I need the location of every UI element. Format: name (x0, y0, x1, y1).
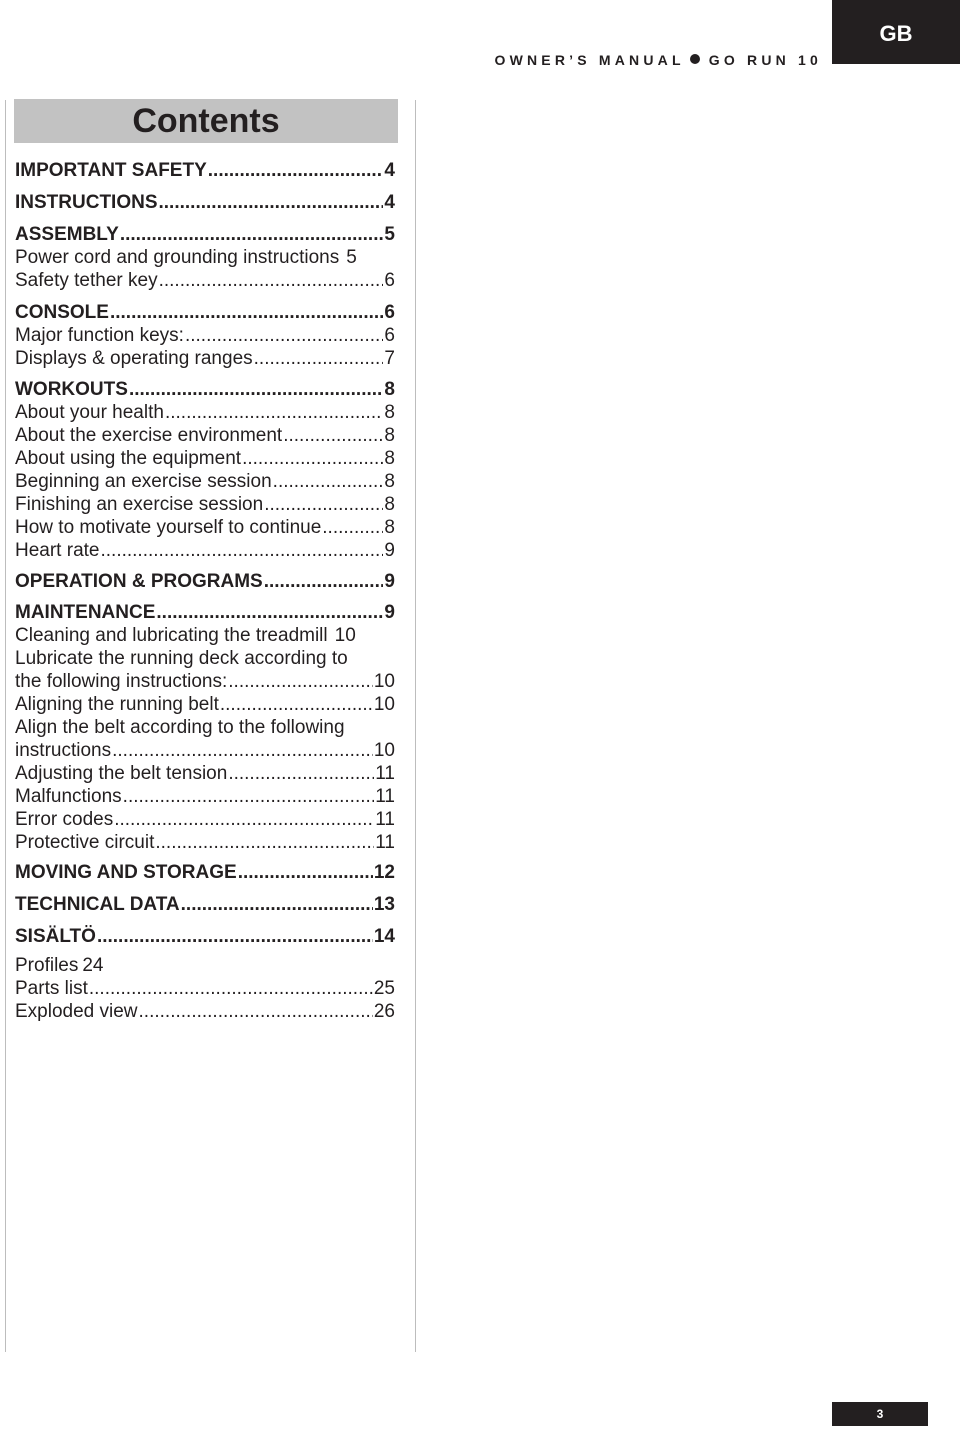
toc-entry-cleaning-lubricating[interactable]: Cleaning and lubricating the treadmill 10 (15, 625, 356, 646)
toc-entry-operation-programs[interactable]: OPERATION & PROGRAMS ..... 9 (15, 571, 395, 593)
model-label: GO RUN 10 (708, 52, 822, 68)
contents-heading: Contents (14, 99, 398, 143)
toc-entry-align-belt-line2[interactable]: instructions ..... 10 (15, 740, 395, 762)
bullet-dot-icon (690, 54, 700, 64)
toc-entry-heart-rate[interactable]: Heart rate ..... 9 (15, 540, 395, 562)
toc-entry-lubricate-deck-line1[interactable]: Lubricate the running deck according to (15, 648, 348, 669)
toc-entry-maintenance[interactable]: MAINTENANCE ..... 9 (15, 602, 395, 624)
left-margin-rule (5, 100, 6, 1352)
language-badge: GB (832, 0, 960, 64)
toc-entry-workouts[interactable]: WORKOUTS ..... 8 (15, 379, 395, 401)
toc-entry-console[interactable]: CONSOLE ..... 6 (15, 302, 395, 324)
toc-entry-using-the-equipment[interactable]: About using the equipment ..... 8 (15, 448, 395, 470)
toc-entry-instructions[interactable]: INSTRUCTIONS ..... 4 (15, 192, 395, 214)
toc-entry-power-cord[interactable]: Power cord and grounding instructions 5 (15, 247, 357, 268)
toc-entry-exercise-environment[interactable]: About the exercise environment ..... 8 (15, 425, 395, 447)
toc-entry-aligning-belt[interactable]: Aligning the running belt ..... 10 (15, 694, 395, 716)
toc-entry-exploded-view[interactable]: Exploded view ..... 26 (15, 1001, 395, 1023)
page-number-badge: 3 (832, 1402, 928, 1426)
toc-entry-error-codes[interactable]: Error codes ..... 11 (15, 809, 395, 831)
toc-entry-align-belt-line1[interactable]: Align the belt according to the following (15, 717, 345, 738)
toc-entry-safety-tether-key[interactable]: Safety tether key ..... 6 (15, 270, 395, 292)
toc-entry-parts-list[interactable]: Parts list ..... 25 (15, 978, 395, 1000)
toc-entry-malfunctions[interactable]: Malfunctions ..... 11 (15, 786, 395, 808)
toc-entry-major-function-keys[interactable]: Major function keys: ..... 6 (15, 325, 395, 347)
toc-entry-moving-storage[interactable]: MOVING AND STORAGE ..... 12 (15, 862, 395, 884)
toc-entry-belt-tension[interactable]: Adjusting the belt tension ..... 11 (15, 763, 395, 785)
toc-entry-assembly[interactable]: ASSEMBLY ..... 5 (15, 224, 395, 246)
toc-entry-protective-circuit[interactable]: Protective circuit ..... 11 (15, 832, 395, 854)
toc-entry-lubricate-deck-line2[interactable]: the following instructions: ..... 10 (15, 671, 395, 693)
toc-entry-profiles[interactable]: Profiles 24 (15, 955, 104, 976)
manual-label: OWNER’S MANUAL (494, 52, 685, 68)
toc-entry-technical-data[interactable]: TECHNICAL DATA ..... 13 (15, 894, 395, 916)
toc-entry-beginning-session[interactable]: Beginning an exercise session ..... 8 (15, 471, 395, 493)
toc-entry-about-your-health[interactable]: About your health ..... 8 (15, 402, 395, 424)
column-divider-rule (415, 100, 416, 1352)
running-header (494, 52, 822, 68)
toc-entry-important-safety[interactable]: IMPORTANT SAFETY ..... 4 (15, 160, 395, 182)
toc-entry-finishing-session[interactable]: Finishing an exercise session ..... 8 (15, 494, 395, 516)
toc-entry-motivate-yourself[interactable]: How to motivate yourself to continue ..... 8 (15, 517, 395, 539)
toc-entry-sisalto[interactable]: SISÄLTÖ ..... 14 (15, 926, 395, 948)
toc-entry-displays-operating-ranges[interactable]: Displays & operating ranges ..... 7 (15, 348, 395, 370)
